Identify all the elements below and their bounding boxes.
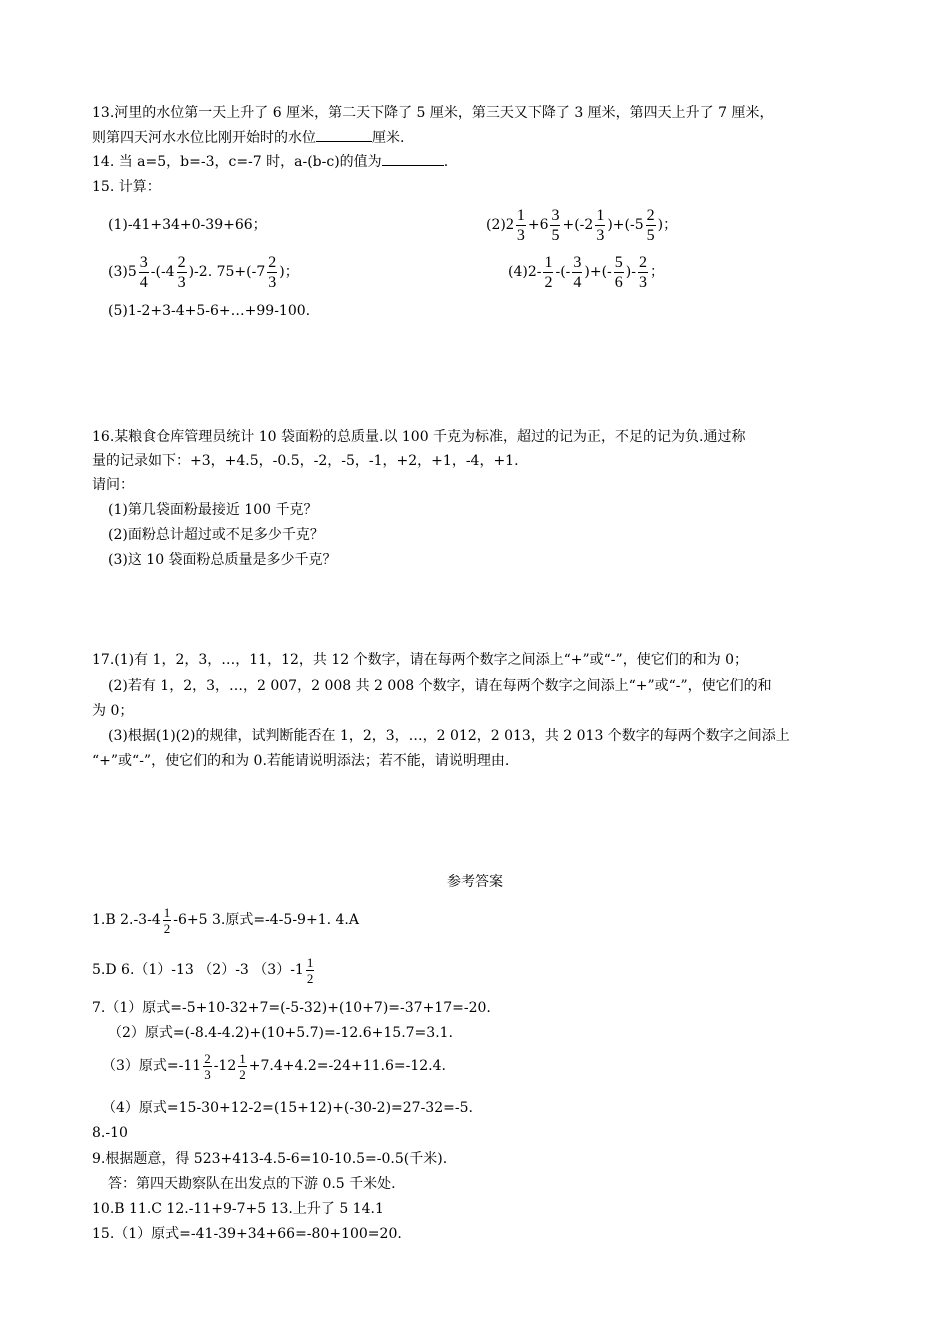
- answer-5-text: 5.D 6.（1）-13 （2）-3 （3）-1: [92, 962, 304, 978]
- numerator: 2: [646, 206, 655, 224]
- q15-part2-label: (2): [486, 217, 506, 233]
- q16-line1: 16.某粮食仓库管理员统计 10 袋面粉的总质量.以 100 千克为标准，超过的记为正，不足的记为负.通过称: [92, 429, 746, 445]
- q17-line5: “+”或“-”，使它们的和为 0.若能请说明添法；若不能，请说明理由.: [92, 753, 510, 769]
- answer-8: 8.-10: [92, 1125, 128, 1141]
- q15-part2-end: )；: [657, 217, 678, 233]
- answer-9-2: 答：第四天勘察队在出发点的下游 0.5 千米处.: [108, 1176, 396, 1192]
- q17-line2: (2)若有 1，2，3，…，2 007，2 008 共 2 008 个数字，请在每两个数字之间添上“+”或“-”，使它们的和: [108, 678, 772, 694]
- numerator: 3: [551, 206, 560, 224]
- q15-part4-op1: -(-: [555, 264, 571, 280]
- numerator: 1: [163, 904, 171, 920]
- q13-answer-blank: [316, 127, 372, 142]
- answer-7-3-mid: -12: [213, 1058, 237, 1074]
- numerator: 3: [573, 253, 582, 271]
- denominator: 2: [239, 1066, 246, 1082]
- q15-part4-op2: )+(-: [584, 264, 612, 280]
- answers-heading: 参考答案: [447, 874, 503, 890]
- q13-line2: [92, 127, 404, 148]
- answer-7-4: （4）原式=15-30+12-2=(15+12)+(-30-2)=27-32=-5.: [102, 1100, 473, 1116]
- numerator: 3: [139, 253, 148, 271]
- denominator: 3: [177, 273, 186, 291]
- answer-line-5: [92, 950, 316, 990]
- q15-part3-frac3: [267, 253, 277, 292]
- q15-part3-frac1: [139, 253, 149, 292]
- q15-part2-op1: +6: [527, 217, 549, 233]
- numerator: 1: [596, 206, 605, 224]
- q15-part2-frac2: [550, 206, 560, 245]
- q15-title: 15. 计算：: [92, 179, 161, 195]
- q15-part4-frac4: [638, 253, 648, 292]
- answer-10-14: 10.B 11.C 12.-11+9-7+5 13.上升了 5 14.1: [92, 1201, 384, 1217]
- denominator: 3: [204, 1066, 211, 1082]
- numerator: 2: [639, 253, 647, 271]
- answer-2-fraction: [163, 905, 172, 936]
- q14-period: .: [443, 154, 449, 170]
- q15-part2-frac3: [595, 206, 605, 245]
- q13-unit: 厘米.: [372, 130, 405, 146]
- q15-part2-op3: )+(-5: [607, 217, 644, 233]
- numerator: 1: [544, 253, 553, 271]
- q15-part5: (5)1-2+3-4+5-6+…+99-100.: [108, 303, 311, 319]
- q15-part2: [486, 203, 677, 247]
- q16-sub2: (2)面粉总计超过或不足多少千克？: [108, 527, 324, 543]
- answer-1-rest: -6+5 3.原式=-4-5-9+1. 4.A: [173, 912, 359, 928]
- q15-part3-op2: )-2. 75+(-7: [188, 264, 266, 280]
- q17-line3: 为 0；: [92, 703, 134, 719]
- answer-7-3-text: （3）原式=-11: [102, 1058, 202, 1074]
- denominator: 5: [551, 226, 560, 244]
- answer-6-fraction: [306, 955, 315, 986]
- q15-part3-op1: -(-4: [150, 264, 175, 280]
- answer-7-2: （2）原式=(-8.4-4.2)+(10+5.7)=-12.6+15.7=3.1.: [108, 1025, 453, 1041]
- denominator: 3: [268, 273, 277, 291]
- answer-line-1: [92, 900, 359, 940]
- numerator: 1: [239, 1050, 246, 1066]
- q15-part4-label: (4)2-: [508, 264, 542, 280]
- answer-7-3: [102, 1045, 446, 1087]
- denominator: 4: [573, 273, 582, 291]
- q15-part1: (1)-41+34+0-39+66；: [108, 217, 267, 233]
- numerator: 5: [614, 253, 623, 271]
- answer-7-3-rest: +7.4+4.2=-24+11.6=-12.4.: [248, 1058, 446, 1074]
- numerator: 2: [268, 253, 277, 271]
- q15-part4-frac1: [543, 253, 553, 292]
- answer-15-1: 15.（1）原式=-41-39+34+66=-80+100=20.: [92, 1226, 402, 1242]
- numerator: 1: [516, 206, 525, 224]
- answer-7-1: 7.（1）原式=-5+10-32+7=(-5-32)+(10+7)=-37+17=-20.: [92, 1000, 491, 1016]
- answer-1-text: 1.B 2.-3-4: [92, 912, 161, 928]
- q15-part4-frac3: [614, 253, 624, 292]
- q14-answer-blank: [382, 151, 444, 166]
- answer-7-3-frac1: [203, 1051, 212, 1082]
- denominator: 2: [163, 920, 171, 936]
- denominator: 2: [306, 970, 314, 986]
- q15-part3-frac2: [177, 253, 187, 292]
- q17-line4: (3)根据(1)(2)的规律，试判断能否在 1，2，3，…，2 012，2 013，共 2 013 个数字的每两个数字之间添上: [108, 728, 790, 744]
- q17-line1: 17.(1)有 1，2，3，…，11，12，共 12 个数字，请在每两个数字之间添上“+”或“-”，使它们的和为 0；: [92, 652, 749, 668]
- denominator: 3: [639, 273, 647, 291]
- q16-ask: 请问：: [92, 477, 134, 493]
- q15-part4-frac2: [572, 253, 582, 292]
- denominator: 6: [614, 273, 623, 291]
- denominator: 5: [646, 226, 655, 244]
- q15-part3-end: )；: [279, 264, 299, 280]
- q13-line1: 13.河里的水位第一天上升了 6 厘米，第二天下降了 5 厘米，第三天又下降了 3 厘米，第四天上升了 7 厘米，: [92, 105, 774, 121]
- denominator: 4: [139, 273, 148, 291]
- q14: [92, 151, 448, 172]
- q13-text: 则第四天河水水位比刚开始时的水位: [92, 130, 316, 146]
- q16-sub3: (3)这 10 袋面粉总质量是多少千克？: [108, 552, 337, 568]
- denominator: 3: [516, 226, 525, 244]
- q15-part3: [108, 250, 299, 294]
- q15-part4: [508, 250, 664, 294]
- q15-part4-op3: )-: [625, 264, 636, 280]
- q16-sub1: (1)第几袋面粉最接近 100 千克？: [108, 502, 318, 518]
- answer-7-3-frac2: [238, 1051, 247, 1082]
- denominator: 3: [596, 226, 605, 244]
- q14-text: 14. 当 a=5，b=-3，c=-7 时，a-(b-c)的值为: [92, 154, 382, 170]
- numerator: 2: [204, 1050, 211, 1066]
- q15-part4-end: ；: [650, 264, 664, 280]
- q15-part2-op2: +(-2: [562, 217, 594, 233]
- q16-line2: 量的记录如下：+3，+4.5，-0.5，-2，-5，-1，+2，+1，-4，+1.: [92, 453, 519, 469]
- numerator: 2: [177, 253, 186, 271]
- answer-9-1: 9.根据题意，得 523+413-4.5-6=10-10.5=-0.5(千米).: [92, 1151, 448, 1167]
- q15-part2-whole1: 2: [505, 216, 514, 233]
- denominator: 2: [544, 273, 553, 291]
- q15-part2-frac1: [516, 206, 526, 245]
- numerator: 1: [306, 954, 314, 970]
- q15-part2-frac4: [646, 206, 656, 245]
- q15-part3-label: (3)5: [108, 264, 137, 280]
